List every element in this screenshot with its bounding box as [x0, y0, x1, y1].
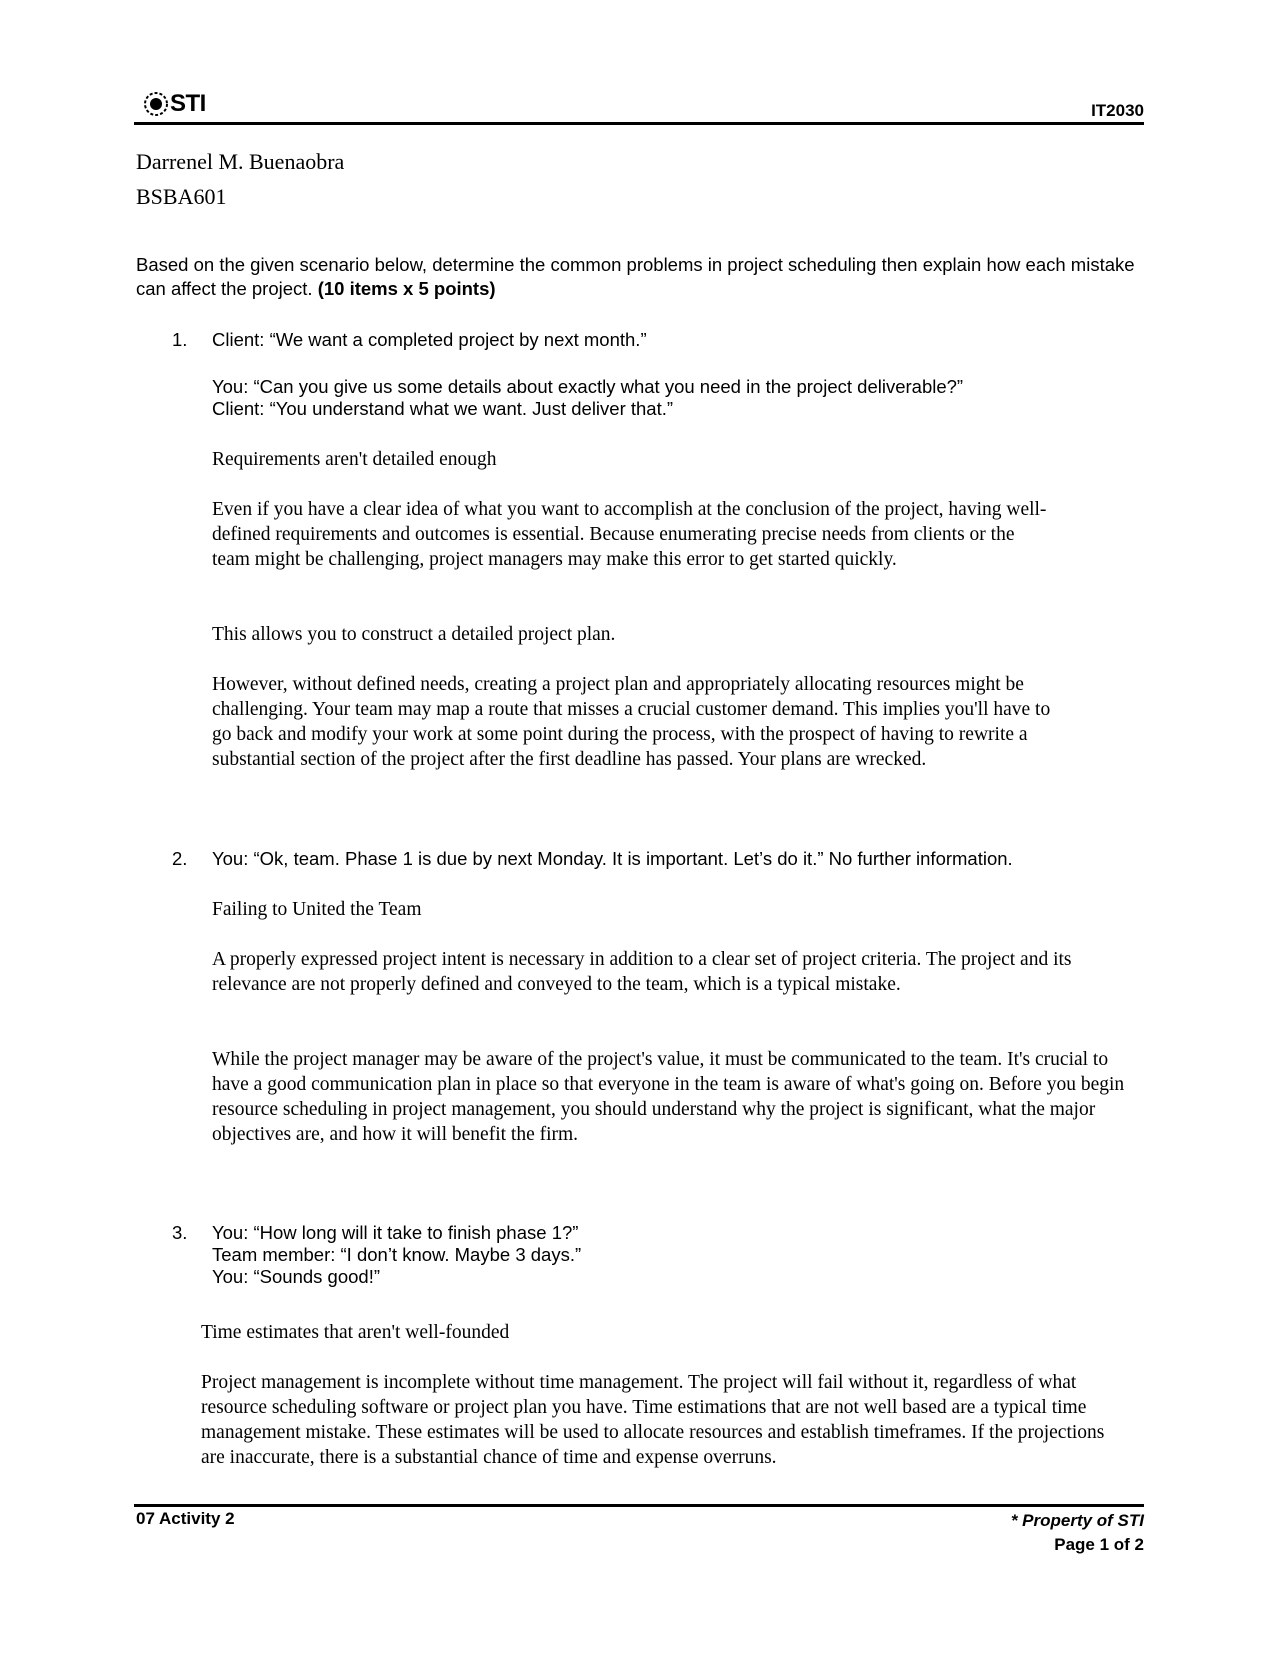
item-number: 3.: [172, 1222, 188, 1243]
dialog-line: Team member: “I don’t know. Maybe 3 days.”: [212, 1244, 582, 1265]
dialog-line: You: “Can you give us some details about exactly what you need in the project deliverable?”: [212, 376, 964, 397]
explanation-paragraph: Project management is incomplete without time management. The project will fail without it, regardless of what resource scheduling software or project plan you have. Time estimations that are not well based are a typical time management mistake. These estimates will be used to allocate resources and establish timeframes. If the projections are inaccurate, there is a substantial chance of time and expense overruns.: [201, 1372, 1105, 1468]
explanation-paragraph: Even if you have a clear idea of what you want to accomplish at the conclusion of the project, having well-defined requirements and outcomes is essential. Because enumerating precise needs from clients or the team might be challenging, project managers may make this error to get started quickly.: [212, 499, 1047, 570]
explanation-paragraph: This allows you to construct a detailed project plan.: [212, 624, 616, 645]
instructions: [136, 253, 1146, 301]
problem-title: Requirements aren't detailed enough: [212, 449, 497, 470]
item-dialog: [212, 1222, 581, 1288]
item-dialog: [212, 329, 647, 351]
sti-logo: [143, 90, 206, 118]
footer-divider: [134, 1504, 1144, 1507]
item-dialog: [212, 376, 963, 420]
instructions-text: Based on the given scenario below, determine the common problems in project scheduling then explain how each mistake can affect the project.: [136, 254, 1135, 299]
dialog-line: You: “Ok, team. Phase 1 is due by next Monday. It is important. Let’s do it.” No further information.: [212, 848, 1013, 869]
dialog-line: You: “How long will it take to finish phase 1?”: [212, 1222, 579, 1243]
item-dialog: [212, 848, 1013, 870]
explanation-paragraph: A properly expressed project intent is necessary in addition to a clear set of project criteria. The project and its relevance are not properly defined and conveyed to the team, which is a typical mistake.: [212, 949, 1072, 995]
problem-title: Time estimates that aren't well-founded: [201, 1322, 510, 1343]
explanation-paragraph: While the project manager may be aware of the project's value, it must be communicated to the team. It's crucial to have a good communication plan in place so that everyone in the team is aware of what's going on. Before you begin resource scheduling in project management, you should understand why the project is significant, what the major objectives are, and how it will benefit the firm.: [212, 1049, 1125, 1145]
sti-logo-icon: [143, 91, 169, 117]
problem-title: Failing to United the Team: [212, 899, 422, 920]
item-number: 2.: [172, 848, 188, 869]
dialog-line: Client: “You understand what we want. Just deliver that.”: [212, 398, 674, 419]
instructions-points: (10 items x 5 points): [317, 278, 496, 299]
footer-info: [1011, 1509, 1144, 1557]
student-name: Darrenel M. Buenaobra: [136, 149, 345, 174]
dialog-line: Client: “We want a completed project by next month.”: [212, 329, 647, 350]
explanation-paragraph: However, without defined needs, creating a project plan and appropriately allocating resources might be challenging. Your team may map a route that misses a crucial customer demand. This implies you'll have to go back and modify your work at some point during the process, with the prospect of having to rewrite a substantial section of the project after the first deadline has passed. Your plans are wrecked.: [212, 674, 1051, 770]
footer-property: * Property of STI: [1010, 1511, 1144, 1530]
dialog-line: You: “Sounds good!”: [212, 1266, 380, 1287]
student-section: BSBA601: [136, 184, 227, 209]
footer-page-number: Page 1 of 2: [1054, 1535, 1144, 1554]
course-code: IT2030: [1091, 101, 1144, 120]
header-divider: [134, 122, 1144, 125]
item-number: 1.: [172, 329, 188, 350]
logo-text: STI: [170, 90, 206, 117]
footer-activity: 07 Activity 2: [136, 1509, 235, 1528]
